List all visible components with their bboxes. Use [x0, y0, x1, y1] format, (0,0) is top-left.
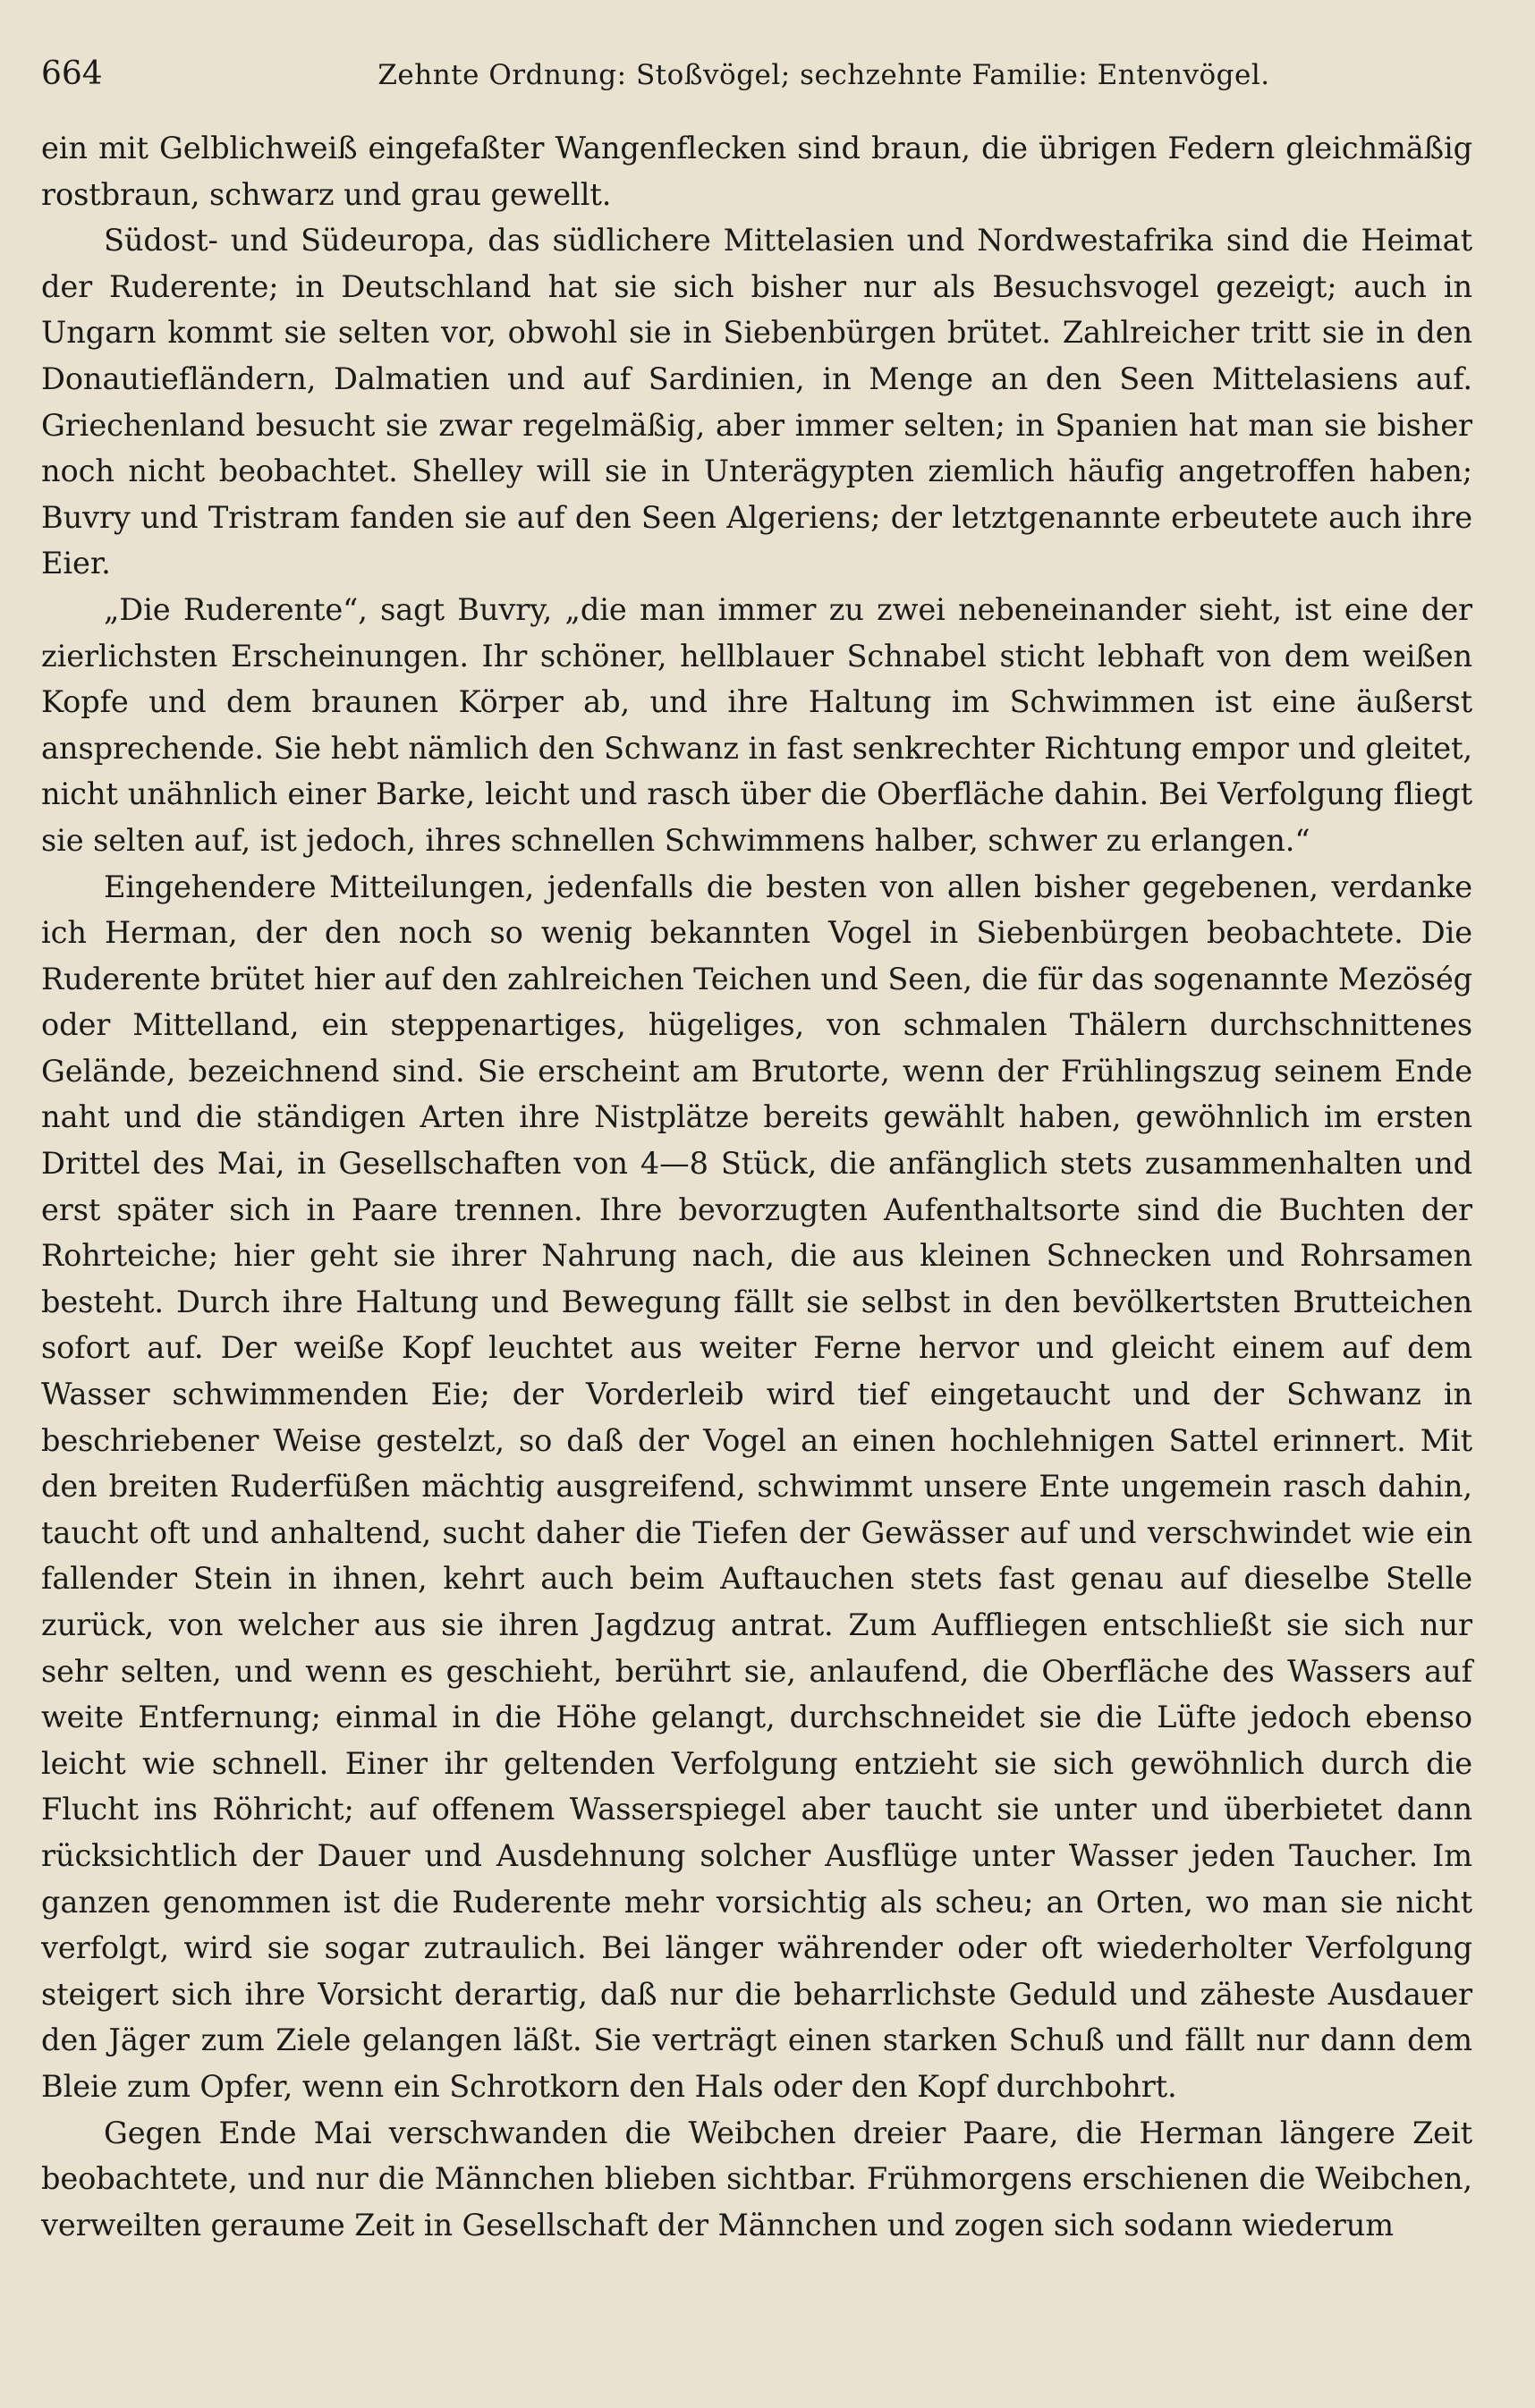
paragraph: Eingehendere Mitteilungen, jedenfalls die besten von allen bisher gegebenen, verdanke ich Herman, der den noch so wenig bekannten Vogel in Siebenbürgen beobachtete. Die Ruderente brütet hier auf den zahlreichen Teichen und Seen, die für das sogenannte Mezöség oder Mittelland, ein steppenartiges, hügeliges, von schmalen Thälern durchschnittenes Gelände, bezeichnend sind. Sie erscheint am Brutorte, wenn der Frühlingszug seinem Ende naht und die ständigen Arten ihre Nistplätze bereits gewählt haben, gewöhnlich im ersten Drittel des Mai, in Gesellschaften von 4—8 Stück, die anfänglich stets zusammenhalten und erst später sich in Paare trennen. Ihre bevorzugten Aufenthaltsorte sind die Buchten der Rohrteiche; hier geht sie ihrer Nahrung nach, die aus kleinen Schnecken und Rohrsamen besteht. Durch ihre Haltung und Bewegung fällt sie selbst in den bevölkertsten Brutteichen sofort auf. Der weiße Kopf leuchtet aus weiter Ferne hervor und gleicht einem auf dem Wasser schwimmenden Eie; der Vorderleib wird tief eingetaucht und der Schwanz in beschriebener Weise gestelzt, so daß der Vogel an einen hochlehnigen Sattel erinnert. Mit den breiten Ruderfüßen mächtig ausgreifend, schwimmt unsere Ente ungemein rasch dahin, taucht oft und anhaltend, sucht daher die Tiefen der Gewässer auf und verschwindet wie ein fallender Stein in ihnen, kehrt auch beim Auftauchen stets fast genau auf dieselbe Stelle zurück, von welcher aus sie ihren Jagdzug antrat. Zum Auffliegen entschließt sie sich nur sehr selten, und wenn es geschieht, berührt sie, anlaufend, die Oberfläche des Wassers auf weite Entfernung; einmal in die Höhe gelangt, durchschneidet sie die Lüfte jedoch ebenso leicht wie schnell. Einer ihr geltenden Verfolgung entzieht sie sich gewöhnlich durch die Flucht ins Röhricht; auf offenem Wasserspiegel aber taucht sie unter und überbietet dann rücksichtlich der Dauer und Ausdehnung solcher Ausflüge unter Wasser jeden Taucher. Im ganzen genommen ist die Ruderente mehr vorsichtig als scheu; an Orten, wo man sie nicht verfolgt, wird sie sogar zutraulich. Bei länger währender oder oft wiederholter Verfolgung steigert sich ihre Vorsicht derartig, daß nur die beharrlichste Geduld und zäheste Ausdauer den Jäger zum Ziele gelangen läßt. Sie verträgt einen starken Schuß und fällt nur dann dem Bleie zum Opfer, wenn ein Schrotkorn den Hals oder den Kopf durchbohrt. [41, 869, 1472, 2104]
paragraph: „Die Ruderente“, sagt Buvry, „die man immer zu zwei nebeneinander sieht, ist eine der zierlichsten Erscheinungen. Ihr schöner, hellblauer Schnabel sticht lebhaft von dem weißen Kopfe und dem braunen Körper ab, und ihre Haltung im Schwimmen ist eine äußerst ansprechende. Sie hebt nämlich den Schwanz in fast senkrechter Richtung empor und gleitet, nicht unähnlich einer Barke, leicht und rasch über die Oberfläche dahin. Bei Verfolgung fliegt sie selten auf, ist jedoch, ihres schnellen Schwimmens halber, schwer zu erlangen.“ [41, 591, 1472, 858]
page-number: 664 [41, 55, 103, 92]
paragraph: Gegen Ende Mai verschwanden die Weibchen dreier Paare, die Herman längere Zeit beobachtete, und nur die Männchen blieben sichtbar. Frühmorgens erschienen die Weibchen, verweilten geraume Zeit in Gesellschaft der Männchen und zogen sich sodann wiederum [41, 2115, 1472, 2243]
running-head: Zehnte Ordnung: Stoßvögel; sechzehnte Familie: Entenvögel. [377, 59, 1270, 91]
paragraph: Südost- und Südeuropa, das südlichere Mittelasien und Nordwestafrika sind die Heimat der Ruderente; in Deutschland hat sie sich bisher nur als Besuchsvogel gezeigt; auch in Ungarn kommt sie selten vor, obwohl sie in Siebenbürgen brütet. Zahlreicher tritt sie in den Donautiefländern, Dalmatien und auf Sardinien, in Menge an den Seen Mittelasiens auf. Griechenland besucht sie zwar regelmäßig, aber immer selten; in Spanien hat man sie bisher noch nicht beobachtet. Shelley will sie in Unterägypten ziemlich häufig angetroffen haben; Buvry und Tristram fanden sie auf den Seen Algeriens; der letztgenannte erbeutete auch ihre Eier. [41, 223, 1472, 581]
page-header [41, 55, 1472, 106]
paragraph: ein mit Gelblichweiß eingefaßter Wangenflecken sind braun, die übrigen Federn gleichmäßig rostbraun, schwarz und grau gewellt. [41, 131, 1472, 212]
body-text [41, 125, 1472, 2248]
